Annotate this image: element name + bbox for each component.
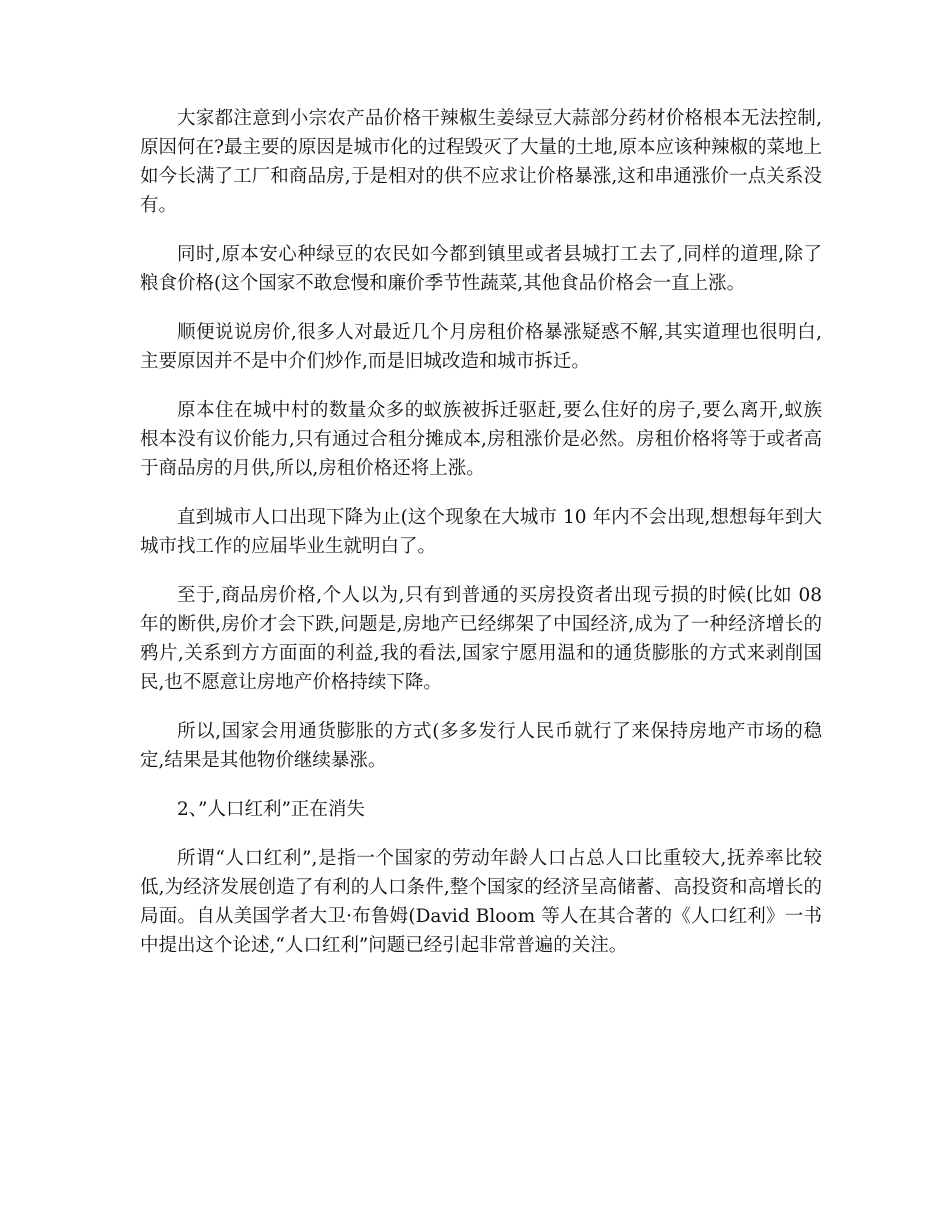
paragraph-8: 所谓“人口红利”,是指一个国家的劳动年龄人口占总人口比重较大,抚养率比较低,为经济发展创造了有利的人口条件,整个国家的经济呈高储蓄、高投资和高增长的局面。自从美国学者大卫·布鲁姆(David Bloom 等人在其合著的《人口红利》一书中提出这个论述,“人口红利”问题已经引起非常普遍的关注。 (140, 848, 822, 956)
paragraph-5: 直到城市人口出现下降为止(这个现象在大城市 10 年内不会出现,想想每年到大城市找工作的应届毕业生就明白了。 (140, 507, 822, 557)
paragraph-2: 同时,原本安心种绿豆的农民如今都到镇里或者县城打工去了,同样的道理,除了粮食价格(这个国家不敢怠慢和廉价季节性蔬菜,其他食品价格会一直上涨。 (140, 244, 822, 294)
paragraph-1: 大家都注意到小宗农产品价格干辣椒生姜绿豆大蒜部分药材价格根本无法控制,原因何在?最主要的原因是城市化的过程毁灭了大量的土地,原本应该种辣椒的菜地上如今长满了工厂和商品房,于是相对的供不应求让价格暴涨,这和串通涨价一点关系没有。 (140, 108, 822, 216)
document-body (140, 104, 822, 980)
paragraph-6: 至于,商品房价格,个人以为,只有到普通的买房投资者出现亏损的时候(比如 08 年的断供,房价才会下跌,问题是,房地产已经绑架了中国经济,成为了一种经济增长的鸦片,关系到方方面面的利益,我的看法,国家宁愿用温和的通货膨胀的方式来剥削国民,也不愿意让房地产价格持续下降。 (140, 585, 822, 693)
paragraph-4: 原本住在城中村的数量众多的蚁族被拆迁驱赶,要么住好的房子,要么离开,蚁族根本没有议价能力,只有通过合租分摊成本,房租涨价是必然。房租价格将等于或者高于商品房的月供,所以,房租价格还将上涨。 (140, 400, 822, 479)
section-heading: 2、”人口红利”正在消失 (177, 799, 365, 820)
paragraph-7: 所以,国家会用通货膨胀的方式(多多发行人民币就行了来保持房地产市场的稳定,结果是其他物价继续暴涨。 (140, 721, 822, 771)
paragraph-3: 顺便说说房价,很多人对最近几个月房租价格暴涨疑惑不解,其实道理也很明白,主要原因并不是中介们炒作,而是旧城改造和城市拆迁。 (140, 322, 822, 372)
